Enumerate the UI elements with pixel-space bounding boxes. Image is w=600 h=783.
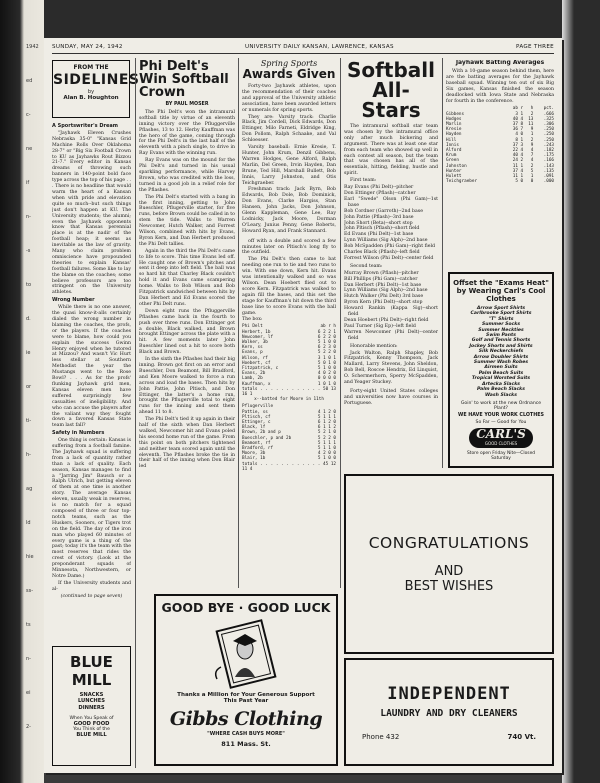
- blue-mill-name-1: BLUE: [70, 653, 113, 671]
- box-stats: 5 1 1 1: [317, 414, 336, 420]
- box-stats: 3 1 0 1: [317, 355, 336, 361]
- second-team-entry: Dean Hoebert (Phi Delt)--right field: [344, 318, 429, 323]
- first-team-entry: Ed Evans (Phi Delt)--1st base: [344, 232, 414, 238]
- box-player: Newcomer, lf: [242, 334, 274, 340]
- first-team-entry: Forrest Wilson (Phi Delt)--center field: [344, 255, 434, 261]
- spine-text-fragment: ie: [26, 350, 31, 356]
- batting-cell: 4: [530, 158, 534, 164]
- newspaper-page: [44, 38, 562, 773]
- spine-text-fragment: -s: [26, 248, 31, 254]
- box-note-1: x--batted for Moore in 11th: [254, 397, 324, 403]
- box-stats: 1 0 1 0: [317, 381, 336, 387]
- phidelt-article: [139, 60, 235, 588]
- second-team-entry: Byron Kern (Phi Delt)--short stop: [344, 300, 423, 306]
- box-player: Walker, 3b: [242, 339, 268, 345]
- phidelt-body: [139, 110, 235, 470]
- independent-line-2: LAUNDRY AND DRY CLEANERS: [380, 708, 518, 719]
- carls-have: WE HAVE YOUR WORK CLOTHES: [458, 412, 544, 418]
- first-team-label: First team:: [350, 178, 377, 184]
- blue-mill-tag-4: BLUE MILL: [76, 731, 107, 738]
- spine-text-fragment: if: [26, 180, 30, 186]
- scan-background-right: [562, 0, 600, 783]
- spine-text-fragment: 1942: [26, 44, 39, 50]
- carls-item: Summer Socks: [481, 322, 521, 328]
- batting-cell: 4: [520, 148, 524, 154]
- batting-cell: 2: [530, 163, 534, 169]
- batting-cell: .250: [543, 127, 554, 133]
- box-stats: 6 1 2 0: [317, 420, 336, 425]
- second-team-label: Second team:: [350, 263, 383, 269]
- batting-header-cell: r: [520, 106, 524, 112]
- batting-cell: 40: [512, 116, 518, 122]
- first-team-entry: Ray Evans (Phi Delt)--pitcher: [344, 185, 414, 191]
- masthead-page: PAGE THREE: [516, 44, 554, 50]
- box-player: Kauffman, x: [242, 381, 271, 387]
- awards-article: [242, 60, 336, 588]
- batting-cell: Hodges: [446, 116, 462, 122]
- carls-item: Swim Pants: [486, 333, 516, 339]
- allstars-intro: The intramural softball star team was chosen by the intramural office only after much bickering and argument. There was at least one star from each team who showed up well in each contest all season, but the team that was chosen has all of the essentials, hitting, fielding, hustle and spirit.: [344, 124, 438, 177]
- carls-item: Wash Slacks: [485, 392, 517, 398]
- sidelines-title: SIDELINES: [53, 72, 140, 88]
- batting-cell: .250: [543, 137, 554, 143]
- box-label: The box:: [242, 317, 263, 323]
- carls-ad: [448, 272, 554, 468]
- box-stats: 6 2 3 0: [317, 345, 336, 351]
- spine-text-fragment: ss-: [26, 588, 34, 594]
- box-totals-1: totals . . . . . . . . . . . . 50 13 16 1: [242, 386, 336, 397]
- carls-goin: Goin' to work at the new Ordnance Plant?: [460, 400, 542, 411]
- spine-text-fragment: h-: [26, 452, 31, 458]
- sidelines-continued: (continued to page seven): [60, 593, 123, 599]
- batting-cell: 3: [520, 142, 524, 148]
- batting-table: [446, 106, 554, 184]
- batting-cell: Innis: [446, 142, 459, 148]
- independent-line-1: INDEPENDENT: [387, 684, 511, 704]
- spine-text-fragment: ei: [26, 690, 31, 696]
- phidelt-byline: BY PAUL MOSER: [165, 102, 209, 107]
- batting-cell: 7: [530, 153, 534, 159]
- batting-cell: Green: [446, 158, 459, 164]
- batting-cell: 1: [520, 163, 524, 169]
- carls-item: Tropical Worsted Suits: [471, 376, 531, 382]
- batting-cell: 1: [530, 132, 534, 138]
- gibbs-ad: [154, 594, 338, 766]
- honorable-label: Honorable mention:: [350, 343, 398, 349]
- batting-row: [446, 179, 554, 184]
- gibbs-year: This Past Year: [223, 698, 269, 704]
- box-team-2: Pflugerville: [242, 404, 274, 410]
- box-stats: 6 2 2 0: [317, 334, 336, 340]
- masthead-paper: UNIVERSITY DAILY KANSAN, LAWRENCE, KANSAS: [244, 44, 394, 50]
- box-score-phidelt: [242, 324, 336, 402]
- blue-mill-ad: [52, 646, 131, 766]
- batting-cell: 4: [520, 153, 524, 159]
- phidelt-headline: Phi Delt's Win Softball Crown: [139, 60, 229, 100]
- batting-cell: 11: [512, 163, 518, 169]
- spine-text-fragment: or: [26, 384, 32, 390]
- batting-cell: 7: [520, 127, 524, 133]
- box-stats: 5 1 0 0: [317, 339, 336, 345]
- batting-cell: 5: [515, 179, 518, 185]
- batting-cell: 1: [520, 137, 524, 143]
- phidelt-para: Ray Evans was on the mound for the Phi Delt's and turned in his usual sparkling performance, while Harvey Brown, who was credited with the loss, turned in a good job in a relief role for the Pflashes.: [139, 158, 235, 193]
- batting-cell: 22: [512, 148, 518, 154]
- batting-averages: [446, 60, 554, 270]
- sidelines-subhead-1: A Sportswriter's Dream: [52, 123, 118, 129]
- batting-cell: .135: [543, 168, 554, 174]
- phidelt-para: Again in the third the Phi Delt's came to life to score. This time Evans led off. He caught one of Brown's pitches and sent it deep into left field. The ball was so hard hit that Charley Black couldn't hold it and Evans came scampering home. Walks to Bob Wilson and Bob Fitzpatrick sandwiched between hits by Dan Herbert and Ed Evans scored the other Phi Delt runs.: [139, 248, 235, 307]
- awards-body: [242, 84, 336, 235]
- blue-mill-tag-3: You Think of the: [73, 726, 110, 732]
- allstars-closing: Forty-eight United States colleges and universities now have courses in Portuguese.: [344, 388, 438, 406]
- blue-mill-tag-2: GOOD FOOD: [73, 720, 110, 727]
- independent-phone: Phone 432: [362, 733, 400, 741]
- box-stats: 5 2 2 0: [317, 350, 336, 356]
- spine-text-fragment: hie: [26, 554, 34, 560]
- column-rule-1: [135, 58, 136, 768]
- box-team-1: Phi Delt: [242, 324, 263, 330]
- batting-cell: Teichgraeber: [446, 179, 478, 185]
- honorable-list: Jack Walton, Ralph Shapley, Bob Fitzpatrick, Kenny Thompson, Jack Mallard, Larry Stevens, John Sheldon, Bob Bell, Roscoe Hendrix, Ed Linquist, O. Schermerhorn, Sperry McSpadden, and Yeager Stuckey.: [344, 350, 438, 386]
- awards-headline: Awards Given: [242, 67, 336, 81]
- box-stats: 5 2 1 0: [317, 430, 336, 436]
- batting-cell: 0: [520, 179, 524, 185]
- box-stats: 4 2 0 0: [317, 451, 336, 457]
- batting-cell: 4: [520, 168, 524, 174]
- awards-para: They are: Varsity track: Charlie Black, Jim Cordell, Dick Edwards, Don Ettinger, Milo Farneti, Eldridge King, Don Pollom, Ralph Schaake, and Val Schloesser.: [242, 114, 336, 144]
- batting-cell: Alford: [446, 148, 462, 154]
- blue-mill-tag-1: When You Speak of: [69, 715, 114, 721]
- batting-cell: 1: [530, 174, 534, 180]
- blue-mill-menu-item: LUNCHES: [77, 698, 106, 705]
- sidelines-para-4: If the University students and al-: [52, 580, 131, 592]
- carls-item-list: [450, 306, 552, 398]
- batting-cell: 2: [520, 158, 524, 164]
- carls-item: Jockey Shorts and Shirts: [469, 343, 533, 349]
- batting-cell: Johnston: [446, 163, 467, 169]
- batting-cell: 3: [515, 111, 518, 117]
- carls-logo: [469, 428, 533, 448]
- box-stats: 5 1 0 0: [317, 365, 336, 371]
- carls-item: Carlbrooke Sport Shirts: [470, 311, 532, 317]
- phidelt-cont-para: The Phi Delt's then came to bat needing one run to tie and two runs to win. With one down, Kern hit. Evans was intentionally walked and so was Wilson. Dean Hoebert flied out to score Kern. Fitzpatrick was walked to again fill the bases, and this set the stage for Kauffman's hit down the third base line to score Evans with the ball game.: [242, 257, 336, 316]
- blue-mill-menu-item: DINNERS: [78, 704, 105, 711]
- congrats-line-3: BEST WISHES: [404, 579, 494, 594]
- box-stats: 4 0 2 0: [317, 371, 336, 377]
- carls-logo-text: CARL'S: [476, 426, 526, 441]
- sidelines-byline: Alan B. Houghton: [63, 95, 119, 101]
- batting-cell: 37: [512, 122, 518, 128]
- box-player: Evans, 2b: [242, 371, 266, 377]
- congrats-line-2: AND: [434, 564, 464, 579]
- batting-cell: 4: [520, 116, 524, 122]
- gibbs-address: 811 Mass. St.: [221, 740, 271, 748]
- batting-header-cell: h: [530, 106, 534, 112]
- batting-cell: 0: [520, 132, 524, 138]
- gibbs-thanks: Thanks a Million for Your Generous Support: [177, 692, 315, 698]
- awards-para: Forty-two Jayhawk athletes, upon the recommendation of their coaches and approval of the University athletic association, have been awarded letters or numerals for spring sports.: [242, 84, 336, 113]
- batting-cell: .000: [543, 179, 554, 185]
- box-player: Fitzpatrick, c: [242, 365, 279, 371]
- box-player: Black, lf: [242, 425, 266, 431]
- carls-item: Summer Wash Robes: [473, 360, 529, 366]
- batting-cell: Marlin: [446, 122, 462, 128]
- box-player: Ettinger, c: [242, 420, 271, 425]
- batting-cell: 1: [520, 174, 524, 180]
- second-team-entry: Hutch Walker (Phi Delt) 3rd base: [344, 294, 424, 300]
- box-player: Bradford, rf: [242, 446, 274, 452]
- box-stats: 5 0 1 0: [317, 360, 336, 366]
- batting-cell: Hunter: [446, 168, 462, 174]
- box-stats: 6 1 1 2: [317, 425, 336, 431]
- carls-item: Silk Neckerchiefs: [478, 349, 524, 355]
- batting-cell: Kresie: [446, 127, 462, 133]
- box-player: Bueschler, p and 2b: [242, 435, 292, 441]
- batting-cell: 13: [528, 116, 534, 122]
- batting-cell: 8: [520, 122, 524, 128]
- carls-item: Arrow Sport Shirts: [476, 306, 526, 311]
- spine-text-fragment: ne: [26, 146, 33, 152]
- first-team-entry: Bob McSpadden (Phi Gam)--right field: [344, 244, 435, 250]
- adjacent-page-spine: [0, 0, 44, 783]
- phidelt-para: Down eight runs the Pfluggerville Pflashes came back in the fourth to push over three runs. Don Ettinger got a double, Black walked, and Brown brought Ettinger across the plate with a hit. A few moments later John Bueschler lined out a hit to score both Black and Brown.: [139, 308, 235, 356]
- batting-cell: 9: [530, 127, 534, 133]
- spine-text-fragment: n-: [26, 656, 31, 662]
- second-team-entry: Lynn Williams (Sig Alph)--2nd base: [344, 288, 428, 294]
- first-team-entry: John Pattie (Pflash)--3rd base: [344, 214, 414, 220]
- second-team-entry: Howard Rankin (Kappa Sig)--short field: [344, 306, 438, 318]
- first-team-entry: Charles Black (Pflash)--left field: [344, 250, 420, 256]
- box-stats: 0 0 0 0: [317, 376, 336, 382]
- spine-text-fragment: ed: [26, 78, 33, 84]
- congratulations-ad: [344, 474, 554, 654]
- sidelines-byline-by: by: [87, 89, 95, 95]
- batting-cell: Hill: [446, 137, 457, 143]
- column-rule-3: [340, 58, 341, 588]
- batting-cell: 2: [530, 111, 534, 117]
- batting-intro: With a 10-game season behind them, here are the batting averages for the Jayhawk baseball squad. Winning ten out of six Big Six games, Kansas finished the season deadlocked with Iowa State and Nebraska for fourth in the conference.: [446, 69, 554, 104]
- blue-mill-name-2: MILL: [71, 671, 112, 689]
- box-stats: 6 2 2 1: [317, 329, 336, 335]
- masthead-date: SUNDAY, MAY 24, 1942: [52, 44, 123, 50]
- scan-background-top: [0, 0, 600, 38]
- batting-cell: .091: [543, 174, 554, 180]
- box-totals-2: totals . . . . . . . . . . . . 45 12 11 4: [242, 461, 336, 472]
- phidelt-para: The Phi Delt's won the intramural softball title by virtue of an eleventh inning victory over the Pfluggerville Pflashes, 13 to 12. Herby Kauffman was the hero of the game, coming through for the Phi Delt's in the last half of the eleventh with a pinch single, to drive in Ray Evans with the winning run.: [139, 109, 235, 157]
- graduate-portrait-icon: [209, 619, 283, 689]
- batting-header-cell: pct.: [543, 106, 554, 112]
- box-player: Herbert, 1b: [242, 329, 271, 335]
- batting-cell: 24: [512, 158, 518, 164]
- allstars-headline-1: Softball: [347, 60, 435, 82]
- second-team-list: [344, 271, 438, 342]
- box-player: Evans, p: [242, 350, 263, 356]
- batting-cell: 11: [528, 122, 534, 128]
- sidelines-para-2: While there is no one answer, the quasi know-it-alls certainly dialed the wrong number in blaming the coaches, the profs, or the players. If the coaches were to blame, how could you explain the success Gwinn Henry enjoyed when he tutored at Mizzou? And wasn't Vic Hurt less stellar at Southern Methodist the year the Mustangs went to the Rose Bowl? . . . As for the profs' flunking Jayhawk grid men, Kansas eleven men have suffered surprisingly few casualties of ineligibility. And who can accuse the players after the valiant way they fought down a favored Kansas State team last fall?: [52, 305, 131, 429]
- phidelt-cont-para: off with a double and scored a few minutes later on Pltisch's long fly to the outfield.: [242, 238, 336, 256]
- box-stats: 5 1 1 1: [317, 440, 336, 446]
- first-team-list: [344, 185, 438, 262]
- phidelt-para: In the sixth the Pflashes had their big inning. Brown got first on an error and Bueschler, Don Beamont, Bill Bradford, and Ken Moore walked to force a run across and load the bases. Then hits by John Pattie, John Pltisch, and Don Ettinger, the latter's a home run, brought the Pflugerville total to eight runs for the inning and sent them ahead 11 to 8.: [139, 357, 235, 416]
- batting-cell: Krum: [446, 153, 457, 159]
- sidelines-para-1: "Jayhawk Eleven Crushes Nebraska 35-0" "Kansas Grid Machine Rolls Over Oklahoma 28-7" or "Big Six Football Crown to KU as Jayhawks Rout Bizzou 21-7." Every editor in Kansas dreams of throwing such banners in 140-point bold face type across the top of his page . . . There is no headline that would warm the heart of a Kansan when with pride and elevation quite so much--but such things just don't happen at KU. The University students; the alumni; even the Jayhawk opponents know that Kansas perennial place is at the nadir of the football heap; it seems as inevitable as the law of gravity. Many who claim problem omniscience have propounded theories to explain Kansas' football failures. Some like to lay the blame on the coaches; some believe professors are too stringent on the University athletes.: [52, 130, 131, 296]
- batting-title: Jayhawk Batting Averages: [455, 60, 545, 66]
- box-stats: 5 1 1 0: [317, 446, 336, 452]
- second-team-entry: Murray Brown (Pflash)--pitcher: [344, 270, 419, 276]
- carls-item: Arrow Doubler Shirts: [473, 354, 529, 360]
- batting-cell: 4: [530, 148, 534, 154]
- spine-text-fragment: ti-: [26, 418, 32, 424]
- box-score-pflugerville: [242, 404, 336, 472]
- batting-cell: 2: [530, 137, 534, 143]
- batting-cell: .306: [543, 122, 554, 128]
- independent-address: 740 Vt.: [507, 733, 536, 741]
- carls-sofar: So Far — Good for You: [475, 419, 527, 425]
- carls-hours: Store open Friday Nite—Closed Saturday: [466, 450, 536, 461]
- first-team-entry: John Short (Beta)--short stop: [344, 220, 413, 226]
- batting-cell: 1: [520, 111, 524, 117]
- box-player: Wilson, rf: [242, 355, 268, 361]
- first-team-entry: John Pltisch (Pflash)--short field: [344, 226, 420, 232]
- batting-cell: Hulett: [446, 174, 462, 180]
- sidelines-header-box: [52, 60, 140, 118]
- blue-mill-menu-list: [53, 692, 130, 711]
- sidelines-subhead-3: Safety in Numbers: [52, 430, 105, 437]
- batting-cell: 9: [530, 142, 534, 148]
- box-stats: 5 2 2 0: [317, 435, 336, 441]
- batting-cell: .143: [543, 163, 554, 169]
- second-team-entry: Dan Herbert (Phi Delt)--1st base: [344, 282, 422, 288]
- batting-cell: .166: [543, 158, 554, 164]
- spine-text-fragment: to: [26, 282, 32, 288]
- carls-item: Golf and Tennis Shorts: [471, 338, 531, 344]
- sidelines-kicker: FROM THE: [73, 64, 109, 71]
- awards-para: Freshman track: Jack Byrn, Bob Edwards, Bob Dole, Bob Dominick, Don Evans, Clarke Hargiss, Stan Hansen, John Jacks, Don Johnson, Glenn Kappleman, Gene Lee, Ray Lodnicky, Jack Moore, Dorman O'Leary, Junius Penny, Gene Roberts, Howard Ryan, and Frank Stannard.: [242, 187, 336, 234]
- carls-item: "T" Shirts: [488, 316, 514, 322]
- blue-mill-menu-item: SNACKS: [79, 692, 104, 698]
- awards-para: Varsity baseball: Ernie Kresie, T. Hunter, John Krum, Denzil Gibbens, Warren Hodges, Gene Alford, Ralph Marlin, Del Green, Irvin Hayden, Dan Brune, Ted Hill, Marshall Bullett, Bob Innis, Larry Johnston, and Otis Teichgraeber.: [242, 145, 336, 186]
- congrats-line-1: CONGRATULATIONS: [368, 534, 530, 552]
- phidelt-continuation: [242, 239, 336, 317]
- column-rule-2: [238, 58, 239, 588]
- independent-laundry-ad: [344, 658, 554, 766]
- batting-cell: .666: [543, 111, 554, 117]
- first-team-entry: Don Ettinger (Pflash)--catcher: [344, 190, 416, 196]
- batting-cell: .325: [543, 116, 554, 122]
- second-team-entry: Bill Phillips (Phi Gam)--catcher: [344, 276, 418, 282]
- spine-text-fragment: n-: [26, 214, 31, 220]
- gibbs-illustration: [209, 619, 283, 689]
- allstars-headline-2: All-Stars: [361, 78, 421, 122]
- first-team-entry: Earl "Swede" Olson (Phi Gam)--1st base: [344, 196, 438, 208]
- batting-cell: 11: [512, 174, 518, 180]
- gibbs-slogan: "WHERE CASH BUYS MORE": [207, 731, 285, 737]
- batting-cell: Gibbens: [446, 111, 465, 117]
- box-player: Blair, 1b: [242, 456, 266, 462]
- sidelines-para-3: One thing is certain: Kansas is suffering from a football famine. The Jayhawk squad is suffering from a lack of quantity rather than a lack of quality. Each season, Kansas manages to find a "Jarring Jim" Bausch or a Ralph Ulrich, but getting eleven of them at one time is another story. The average Kansas eleven, usually weak in reserves, is no match for a squad composed of three or four top-notch teams, such as the Huskers, Sooners, or Tigers trot on the field. The day of the iron man who played 60 minutes of every game is a thing of the past; today it's the team with the most reserves that rides the crest of victory. (Look at the preponderant squads of Minnesota, Northwestern, or Notre Dame.): [52, 438, 131, 579]
- batting-cell: 0: [530, 179, 534, 185]
- batting-cell: 37: [512, 142, 518, 148]
- spine-text-fragment: ld: [26, 520, 31, 526]
- sidelines-column: [52, 122, 131, 640]
- spine-text-fragment: ag: [26, 486, 33, 492]
- masthead: [52, 44, 554, 54]
- batting-cell: 40: [512, 153, 518, 159]
- sidelines-subhead-2: Wrong Number: [52, 297, 95, 304]
- spine-text-fragment: 2-: [26, 724, 31, 730]
- batting-cell: .250: [543, 132, 554, 138]
- carls-item: Airmen Suits: [484, 365, 518, 371]
- carls-item: Palm Beach Suits: [478, 370, 524, 376]
- batting-cell: 8: [515, 137, 518, 143]
- first-team-entry: Lynn Williams (Sig Alph)--2nd base: [344, 238, 428, 244]
- phidelt-para: The Phi Delt's tied it up again in their half of the sixth when Dan Herbert walked, Newcomer hit and Evans poled his second home run of the game. From this point on both pitchers tightened and neither team scored again until the eleventh. The Pflashes broke the tie in their half of the inning when Don Blair led: [139, 417, 235, 470]
- box-stats: 4 1 2 0: [317, 409, 336, 415]
- carls-item: Summer Neckties: [478, 327, 524, 333]
- carls-logo-sub: GOOD CLOTHES: [484, 440, 518, 446]
- batting-cell: 37: [512, 168, 518, 174]
- batting-cell: 5: [530, 168, 534, 174]
- spine-text-fragment: ts: [26, 622, 31, 628]
- box-player: Pattie, ss: [242, 409, 268, 415]
- box-player: Lamb, 2b: [242, 376, 263, 382]
- batting-cell: .182: [543, 148, 554, 154]
- batting-cell: 4: [515, 132, 518, 138]
- box-player: Kern, ss: [242, 345, 263, 351]
- gibbs-logo: Gibbs Clothing: [169, 708, 323, 730]
- box-player: Hoebert, cf: [242, 360, 271, 366]
- batting-header-cell: ab: [512, 106, 518, 112]
- box-player: Pltisch, cf: [242, 414, 271, 420]
- gibbs-headline: GOOD BYE · GOOD LUCK: [161, 600, 331, 615]
- spine-text-fragment: c-: [26, 112, 31, 118]
- spine-text-fragment: d.: [26, 316, 31, 322]
- second-team-entry: Warren Newcomer (Phi Delt)--center field: [344, 329, 438, 341]
- carls-headline: Offset the "Exams Heat" by Wearing Carl's Cool Clothes: [453, 279, 549, 303]
- carls-item: Palm Beach Slacks: [477, 387, 525, 393]
- box-player: Moore, 3b: [242, 451, 266, 457]
- batting-cell: 36: [512, 127, 518, 133]
- batting-cell: Hayden: [446, 132, 462, 138]
- awards-kicker: Spring Sports: [260, 60, 318, 68]
- second-team-entry: Paul Turner (Sig Ep)--left field: [344, 323, 416, 329]
- column-rule-4: [442, 58, 443, 468]
- first-team-entry: Bob Cordner (Garroth)--2nd base: [344, 208, 423, 214]
- batting-cell: .175: [543, 153, 554, 159]
- box-player: Beamont, rf: [242, 440, 271, 446]
- box-player: Brown, 2b and p: [242, 430, 281, 436]
- carls-item: Artecka Slacks: [481, 381, 521, 387]
- phidelt-para: The Phi Delt's started with a bang in the first inning, getting to John Bueschler, Pflugerville starter, for five runs, before Brown could be called in to stem the tide. Walks to Warren Newcomer, Hutch Walker, and Forrest Wilson, combined with hits by Evans, Byron Kern, and Dan Herbert produced the Phi Delt tallies.: [139, 194, 235, 247]
- box-header-1: ab r h: [320, 324, 336, 330]
- batting-cell: .243: [543, 142, 554, 148]
- box-stats: 5 1 0 0: [317, 456, 336, 462]
